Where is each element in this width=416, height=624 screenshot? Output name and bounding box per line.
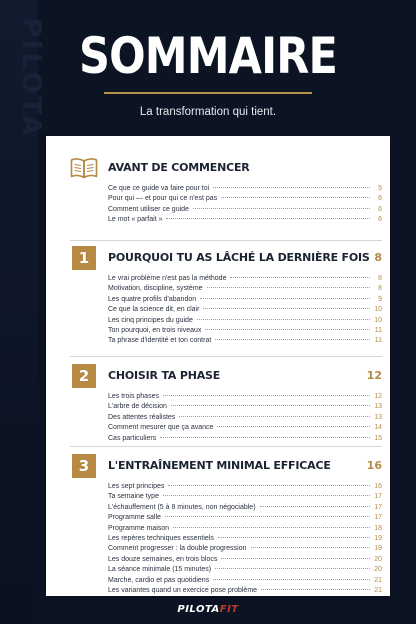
entry-page: 5 [378,185,382,192]
entry-label: Le vrai problème n'est pas la méthode [108,275,227,282]
title-rule [104,92,312,94]
entry-page: 8 [378,285,382,293]
toc-entry[interactable] [108,413,382,423]
section-header [70,156,382,182]
entry-label: Les variantes quand un exercice pose problème [108,587,258,595]
entry-label: Les repères techniques essentiels [108,535,214,543]
toc-entry[interactable] [108,524,382,534]
dot-leader [221,558,370,559]
section-divider [70,240,382,241]
section-page: 16 [366,459,382,472]
entry-page: 18 [374,524,382,532]
toc-card [46,136,390,596]
dot-leader [168,485,370,486]
toc-entry[interactable] [108,295,382,305]
brand-accent: FIT [219,604,239,615]
dot-leader [215,339,370,340]
watermark-text: PILOTA [16,18,46,139]
entry-page: 10 [374,306,382,314]
dot-leader [173,527,370,528]
dot-leader [171,405,370,406]
dot-leader [165,516,370,517]
entry-label: Les cinq principes du guide [108,316,193,324]
section-page: 12 [366,369,382,382]
toc-entry[interactable] [108,316,382,326]
entry-label: Ta semaine type [108,493,159,501]
toc-entry[interactable] [108,576,382,586]
toc-entry[interactable] [108,336,382,346]
entry-page: 12 [374,393,382,400]
toc-entry[interactable] [108,492,382,502]
entry-list [108,392,382,444]
section-title: POURQUOI TU AS LÂCHÉ LA DERNIÈRE FOIS [108,251,370,264]
toc-entry[interactable] [108,184,382,194]
toc-section-3 [70,454,382,596]
entry-page: 21 [374,587,382,595]
toc-section-1 [70,246,382,347]
toc-entry[interactable] [108,194,382,204]
entry-page: 6 [378,205,382,213]
toc-entry[interactable] [108,482,382,492]
dot-leader [251,547,370,548]
dot-leader [213,187,370,188]
dot-leader [197,319,370,320]
dot-leader [218,537,370,538]
entry-page: 15 [374,434,382,442]
dot-leader [203,308,370,309]
toc-entry[interactable] [108,392,382,402]
toc-entry[interactable] [108,215,382,225]
chapter-number-badge: 1 [72,246,96,270]
entry-page: 19 [374,535,382,543]
entry-page: 17 [374,493,382,501]
toc-entry[interactable] [108,534,382,544]
toc-entry[interactable] [108,434,382,444]
entry-label: Ce que ce guide va faire pour toi [108,185,210,192]
toc-entry[interactable] [108,326,382,336]
entry-label: Motivation, discipline, système [108,285,203,293]
dot-leader [200,298,370,299]
toc-section-2 [70,364,382,444]
entry-page: 9 [378,295,382,303]
entry-label: Cas particuliers [108,434,157,442]
entry-label: Marche, cardio et pas quotidiens [108,576,210,584]
entry-page: 13 [374,413,382,421]
entry-label: L'échauffement (5 à 8 minutes, non négociable) [108,503,256,511]
entry-page: 17 [374,503,382,511]
dot-leader [163,395,370,396]
toc-entry[interactable] [108,503,382,513]
brand-logo [0,604,416,615]
entry-page: 21 [374,576,382,584]
entry-page: 13 [374,403,382,411]
entry-label: Les sept principes [108,483,165,490]
entry-label: Pour qui — et pour qui ce n'est pas [108,195,218,203]
section-header [70,454,382,480]
dot-leader [207,287,370,288]
entry-page: 6 [378,195,382,203]
entry-page: 10 [374,316,382,324]
entry-label: Programme salle [108,514,161,522]
entry-label: Programme maison [108,524,170,532]
dot-leader [160,437,370,438]
toc-entry[interactable] [108,423,382,433]
toc-section-intro [70,156,382,226]
page-header [0,24,416,118]
section-divider [70,446,382,447]
dot-leader [215,568,370,569]
toc-entry[interactable] [108,305,382,315]
entry-label: Ce que la science dit, en clair [108,306,200,314]
dot-leader [163,495,370,496]
entry-page: 8 [378,275,382,282]
section-page: 8 [374,251,382,264]
dot-leader [205,329,370,330]
chapter-number-badge: 2 [72,364,96,388]
dot-leader [193,208,370,209]
toc-entry[interactable] [108,586,382,596]
entry-page: 14 [374,424,382,432]
entry-page: 16 [374,483,382,490]
dot-leader [221,197,370,198]
entry-page: 11 [374,327,382,335]
entry-page: 11 [374,337,382,345]
section-title: AVANT DE COMMENCER [108,161,250,174]
section-divider [70,356,382,357]
brand-name: PILOTA [177,604,220,615]
entry-label: Le mot « parfait » [108,216,163,224]
toc-entry[interactable] [108,284,382,294]
toc-entry[interactable] [108,274,382,284]
entry-label: Des attentes réalistes [108,413,176,421]
toc-entry[interactable] [108,513,382,523]
dot-leader [230,277,370,278]
toc-entry[interactable] [108,544,382,554]
dot-leader [213,579,370,580]
chapter-number-badge: 3 [72,454,96,478]
dot-leader [166,218,370,219]
entry-label: Les trois phases [108,393,159,400]
dot-leader [261,589,370,590]
section-title: CHOISIR TA PHASE [108,369,221,382]
entry-label: Ton pourquoi, en trois niveaux [108,327,202,335]
entry-label: La séance minimale (15 minutes) [108,566,212,574]
dot-leader [260,506,370,507]
entry-label: Comment mesurer que ça avance [108,424,214,432]
entry-label: Les quatre profils d'abandon [108,295,197,303]
entry-page: 17 [374,514,382,522]
toc-entry[interactable] [108,565,382,575]
dot-leader [217,426,370,427]
entry-label: Comment progresser : la double progression [108,545,247,553]
toc-entry[interactable] [108,205,382,215]
page-subtitle: La transformation qui tient. [139,106,277,118]
entry-label: Les douze semaines, en trois blocs [108,555,218,563]
dot-leader [179,416,370,417]
toc-entry[interactable] [108,555,382,565]
toc-entry[interactable] [108,402,382,412]
section-header [70,246,382,272]
section-title: L'ENTRAÎNEMENT MINIMAL EFFICACE [108,459,331,472]
entry-page: 20 [374,555,382,563]
section-header [70,364,382,390]
entry-page: 20 [374,566,382,574]
entry-list [108,482,382,596]
entry-list [108,184,382,226]
page-title: SOMMAIRE [78,27,337,85]
entry-label: Comment utiliser ce guide [108,205,189,213]
entry-page: 19 [374,545,382,553]
entry-list [108,274,382,347]
entry-label: L'arbre de décision [108,403,167,411]
open-book-icon [70,157,98,179]
entry-page: 6 [378,216,382,224]
entry-label: Ta phrase d'identité et ton contrat [108,337,212,345]
